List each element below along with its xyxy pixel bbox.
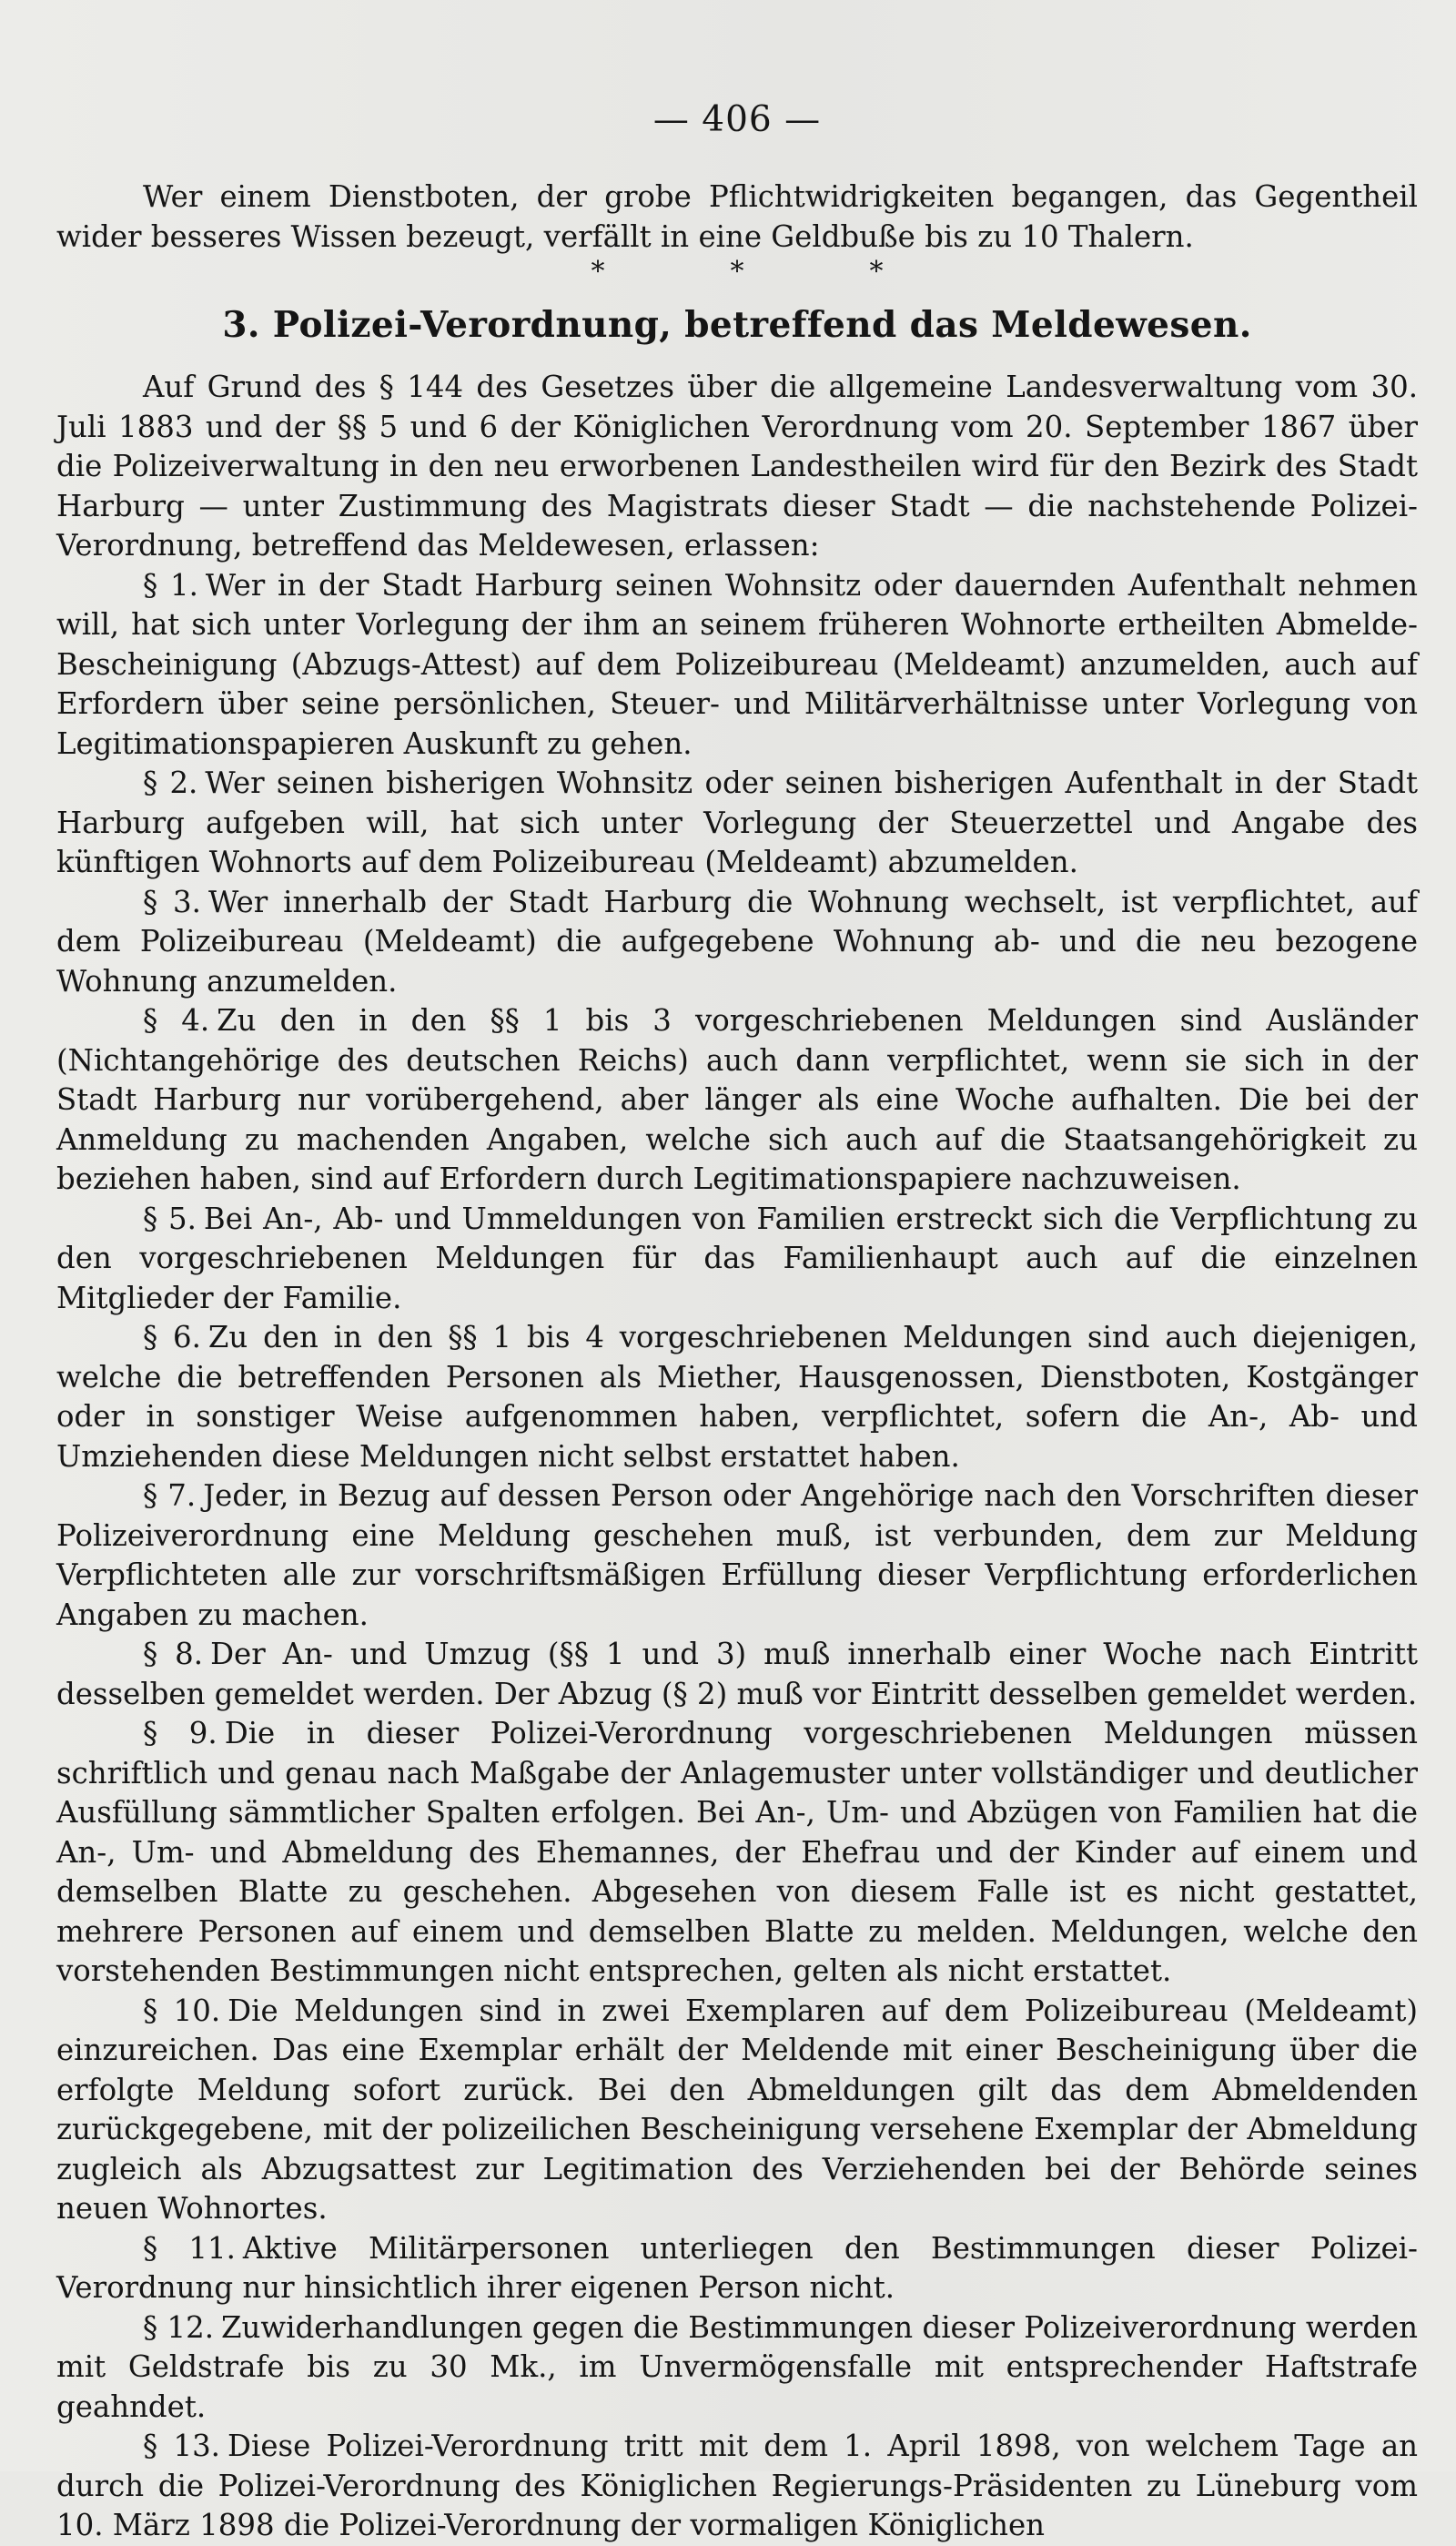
paragraph-1 [56,566,1418,765]
paragraph-text: Zu den in den §§ 1 bis 3 vorgeschriebenen Meldungen sind Ausländer (Nichtangehörige des deutschen Reichs) auch dann verpflichtet, wenn sie sich in der Stadt Harburg nur vorübergehend, aber länger als eine Woche aufhalten. Die bei der Anmeldung zu machenden Angaben, welche sich auch auf die Staatsangehörigkeit zu beziehen haben, sind auf Erfordern durch Legitimationspapiere nachzuweisen. [56,1003,1418,1196]
paragraph-12 [56,2308,1418,2428]
section-separator [56,256,1418,289]
paragraph-text: Die Meldungen sind in zwei Exemplaren auf dem Polizeibureau (Meldeamt) einzureichen. Das eine Exemplar erhält der Meldende mit einer Bescheinigung über die erfolgte Meldung sofort zurück. Bei den Abmeldungen gilt das dem Abmeldenden zurückgegebene, mit der polizeilichen Bescheinigung versehene Exemplar der Abmeldung zugleich als Abzugsattest zur Legitimation des Verziehenden bei der Behörde seines neuen Wohnortes. [56,1993,1418,2226]
paragraph-2 [56,764,1418,883]
separator-asterisk: * [869,256,884,288]
paragraph-7 [56,1476,1418,1635]
page-number: — 406 — [652,99,822,140]
paragraph-label: § 3. [143,884,201,919]
paragraph-label: § 12. [143,2309,215,2345]
paragraph-5 [56,1200,1418,1319]
paragraph-text: Zu den in den §§ 1 bis 4 vorgeschriebenen Meldungen sind auch diejenigen, welche die betreffenden Personen als Miether, Hausgenossen, Dienstboten, Kostgänger oder in sonstiger Weise aufgenommen haben, verpflichtet, sofern die An-, Ab- und Umziehenden diese Meldungen nicht selbst erstattet haben. [56,1320,1418,1474]
paragraph-11 [56,2229,1418,2308]
paragraph-label: § 4. [143,1003,210,1038]
section-title: 3. Polizei-Verordnung, betreffend das Meldewesen. [222,304,1252,346]
paragraph-3 [56,883,1418,1002]
paragraph-text: Wer innerhalb der Stadt Harburg die Wohnung wechselt, ist verpflichtet, auf dem Polizeibureau (Meldeamt) die aufgegebene Wohnung ab- und die neu bezogene Wohnung anzumelden. [56,884,1418,999]
paragraph-text: Zuwiderhandlungen gegen die Bestimmungen dieser Polizeiverordnung werden mit Geldstrafe bis zu 30 Mk., im Unvermögensfalle mit entsprechender Haftstrafe geahndet. [56,2309,1419,2424]
paragraph-label: § 1. [143,567,198,603]
paragraph-8 [56,1635,1418,1714]
separator-asterisk: * [591,256,605,288]
paragraph-text: Jeder, in Bezug auf dessen Person oder Angehörige nach den Vorschriften dieser Polizeiverordnung eine Meldung geschehen muß, ist verbunden, dem zur Meldung Verpflichteten alle zur vorschriftsmäßigen Erfüllung dieser Verpflichtung erforderlichen Angaben zu machen. [56,1478,1418,1632]
paragraph-label: § 7. [143,1478,197,1513]
paragraph-text: Wer in der Stadt Harburg seinen Wohnsitz oder dauernden Aufenthalt nehmen will, hat sich unter Vorlegung der ihm an seinem früheren Wohnorte ertheilten Abmelde-Bescheinigung (Abzugs-Attest) auf dem Polizeibureau (Meldeamt) anzumelden, auch auf Erfordern über seine persönlichen, Steuer- und Militärverhältnisse unter Vorlegung von Legitimationspapieren Auskunft zu gehen. [56,567,1419,761]
paragraph-text: Wer seinen bisherigen Wohnsitz oder seinen bisherigen Aufenthalt in der Stadt Harburg aufgeben will, hat sich unter Vorlegung der Steuerzettel und Angabe des künftigen Wohnorts auf dem Polizeibureau (Meldeamt) abzumelden. [56,766,1418,879]
paragraph-text: Aktive Militärpersonen unterliegen den Bestimmungen dieser Polizei-Verordnung nur hinsichtlich ihrer eigenen Person nicht. [56,2230,1418,2305]
paragraph-label: § 6. [143,1320,201,1354]
paragraph-label: § 11. [143,2230,236,2266]
paragraph-label: § 8. [143,1637,204,1671]
paragraph-label: § 13. [143,2429,220,2463]
paragraph-text: Der An- und Umzug (§§ 1 und 3) muß innerhalb einer Woche nach Eintritt desselben gemeldet werden. Der Abzug (§ 2) muß vor Eintritt desselben gemeldet werden. [56,1637,1418,1711]
paragraph-list [56,566,1418,2546]
paragraph-label: § 5. [143,1201,197,1236]
paragraph-4 [56,1001,1418,1200]
paragraph-label: § 2. [143,766,198,800]
paragraph-9 [56,1714,1418,1992]
paragraph-6 [56,1318,1418,1476]
paragraph-text: Bei An-, Ab- und Ummeldungen von Familien erstreckt sich die Verpflichtung zu den vorgeschriebenen Meldungen für das Familienhaupt auch auf die einzelnen Mitglieder der Familie. [56,1201,1418,1315]
paragraph-10 [56,1992,1418,2229]
intro-paragraph: Wer einem Dienstboten, der grobe Pflichtwidrigkeiten begangen, das Gegentheil wider besseres Wissen bezeugt, verfällt in eine Geldbuße bis zu 10 Thalern. [56,179,1418,254]
paragraph-text: Die in dieser Polizei-Verordnung vorgeschriebenen Meldungen müssen schriftlich und genau nach Maßgabe der Anlagemuster unter vollständiger und deutlicher Ausfüllung sämmtlicher Spalten erfolgen. Bei An-, Um- und Abzügen von Familien hat die An-, Um- und Abmeldung des Ehemannes, der Ehefrau und der Kinder auf einem und demselben Blatte zu geschehen. Abgesehen von diesem Falle ist es nicht gestattet, mehrere Personen auf einem und demselben Blatte zu melden. Meldungen, welche den vorstehenden Bestimmungen nicht entsprechen, gelten als nicht erstattet. [56,1716,1418,1988]
preamble-paragraph: Auf Grund des § 144 des Gesetzes über die allgemeine Landesverwaltung vom 30. Juli 1883 und der §§ 5 und 6 der Königlichen Verordnung vom 20. September 1867 über die Polizeiverwaltung in den neu erworbenen Landestheilen wird für den Bezirk des Stadt Harburg — unter Zustimmung des Magistrats dieser Stadt — die nachstehende Polizei-Verordnung, betreffend das Meldewesen, erlassen: [56,370,1418,563]
paragraph-text: Diese Polizei-Verordnung tritt mit dem 1. April 1898, von welchem Tage an durch die Polizei-Verordnung des Königlichen Regierungs-Präsidenten zu Lüneburg vom 10. März 1898 die Polizei-Verordnung der vormaligen Königlichen [56,2429,1418,2542]
paragraph-label: § 10. [143,1993,221,2028]
paragraph-label: § 9. [143,1716,217,1750]
separator-asterisk: * [730,256,744,288]
paragraph-13 [56,2427,1418,2546]
